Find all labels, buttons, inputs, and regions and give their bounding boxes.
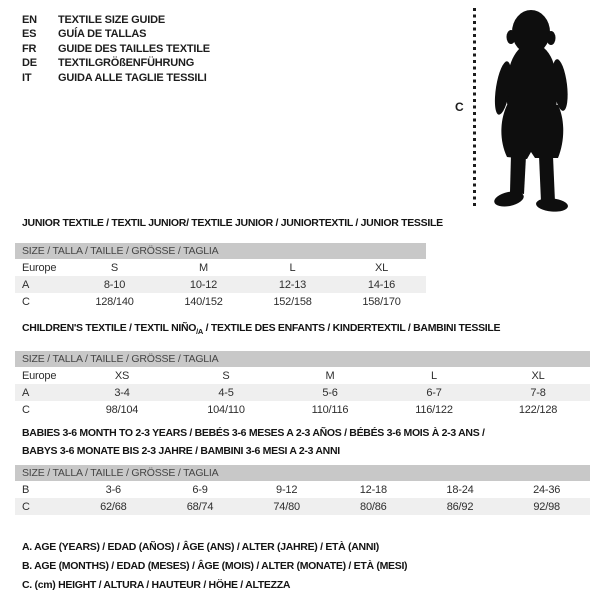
row-label: C bbox=[22, 295, 30, 308]
cell: 98/104 bbox=[105, 403, 139, 416]
lang-code: DE bbox=[22, 57, 37, 70]
cell: 92/98 bbox=[533, 500, 560, 513]
row-label: B bbox=[22, 483, 30, 496]
row-label: Europe bbox=[22, 261, 57, 274]
lang-text: GUÍA DE TALLAS bbox=[58, 28, 147, 41]
cell: L bbox=[431, 369, 437, 382]
cell: 8-10 bbox=[103, 278, 126, 291]
cell: 24-36 bbox=[533, 483, 561, 496]
cell: XL bbox=[374, 261, 389, 274]
cell: 4-5 bbox=[218, 386, 234, 399]
cell: S bbox=[110, 261, 119, 274]
cell: 104/110 bbox=[207, 403, 245, 416]
junior-table-title: JUNIOR TEXTILE / TEXTIL JUNIOR/ TEXTILE JUNIOR / JUNIORTEXTIL / JUNIOR TESSILE bbox=[22, 217, 443, 229]
cell: 128/140 bbox=[95, 295, 134, 308]
lang-code: IT bbox=[22, 71, 32, 84]
cell: 116/122 bbox=[415, 403, 453, 416]
footnote-b: B. AGE (MONTHS) / EDAD (MESES) / ÂGE (MOIS) / ALTER (MONATE) / ETÀ (MESI) bbox=[22, 560, 408, 573]
junior-table bbox=[15, 243, 426, 310]
cell: 12-13 bbox=[278, 278, 307, 291]
cell: L bbox=[289, 261, 296, 274]
row-label: Europe bbox=[22, 369, 57, 382]
footnote-c: C. (cm) HEIGHT / ALTURA / HAUTEUR / HÖHE / ALTEZZA bbox=[22, 579, 291, 592]
cell: 158/170 bbox=[362, 295, 401, 308]
cell: 152/158 bbox=[273, 295, 312, 308]
cell: 14-16 bbox=[367, 278, 396, 291]
height-dashed-line bbox=[473, 8, 476, 206]
height-measure-label: C bbox=[455, 100, 464, 114]
lang-code: EN bbox=[22, 14, 37, 26]
cell: 140/152 bbox=[184, 295, 223, 308]
cell: XS bbox=[114, 369, 130, 382]
cell: 5-6 bbox=[322, 386, 338, 399]
cell: 7-8 bbox=[530, 386, 546, 399]
lang-code: ES bbox=[22, 28, 37, 41]
footnote-a: A. AGE (YEARS) / EDAD (AÑOS) / ÂGE (ANS) / ALTER (JAHRE) / ETÀ (ANNI) bbox=[22, 541, 379, 553]
title-subscript: /A bbox=[196, 327, 204, 337]
cell: 122/128 bbox=[518, 403, 558, 416]
cell: 9-12 bbox=[276, 483, 298, 496]
cell: XL bbox=[531, 369, 545, 382]
cell: 10-12 bbox=[189, 278, 218, 291]
cell: M bbox=[325, 369, 335, 382]
lang-code: FR bbox=[22, 42, 37, 55]
table-row bbox=[15, 259, 426, 276]
cell: M bbox=[199, 261, 208, 274]
cell: 3-6 bbox=[105, 483, 121, 496]
table-row bbox=[15, 401, 590, 418]
cell: 74/80 bbox=[273, 500, 300, 513]
lang-row-it bbox=[22, 71, 210, 85]
row-label: C bbox=[22, 403, 30, 416]
cell: S bbox=[222, 369, 230, 382]
cell: 62/68 bbox=[100, 500, 127, 513]
table-row bbox=[15, 384, 590, 401]
footnotes bbox=[22, 538, 407, 596]
table-row bbox=[15, 498, 590, 515]
title-text: / TEXTILE DES ENFANTS / KINDERTEXTIL / BAMBINI TESSILE bbox=[203, 322, 501, 334]
cell: 68/74 bbox=[186, 500, 214, 513]
title-line-1: BABIES 3-6 MONTH TO 2-3 YEARS / BEBÉS 3-6 MESES A 2-3 AÑOS / BÉBÉS 3-6 MOIS À 2-3 ANS / bbox=[22, 427, 485, 439]
babies-table bbox=[15, 465, 590, 515]
lang-row-de bbox=[22, 56, 210, 70]
row-label: C bbox=[22, 500, 30, 513]
cell: 3-4 bbox=[114, 386, 130, 399]
cell: 80/86 bbox=[360, 500, 387, 513]
size-header-bar: SIZE / TALLA / TAILLE / GRÖSSE / TAGLIA bbox=[15, 351, 590, 367]
height-figure bbox=[440, 0, 600, 215]
lang-text: TEXTILGRÖßENFÜHRUNG bbox=[58, 57, 195, 70]
baby-silhouette-icon bbox=[482, 6, 582, 212]
size-header-bar: SIZE / TALLA / TAILLE / GRÖSSE / TAGLIA bbox=[15, 243, 426, 259]
table-row bbox=[15, 276, 426, 293]
cell: 6-7 bbox=[426, 386, 442, 399]
row-label: A bbox=[22, 278, 30, 291]
lang-text: GUIDA ALLE TAGLIE TESSILI bbox=[58, 71, 207, 84]
size-header-bar: SIZE / TALLA / TAILLE / GRÖSSE / TAGLIA bbox=[15, 465, 590, 481]
children-table bbox=[15, 351, 590, 418]
lang-row-fr bbox=[22, 42, 210, 56]
cell: 18-24 bbox=[446, 483, 474, 496]
row-label: A bbox=[22, 386, 30, 399]
table-row bbox=[15, 367, 590, 384]
cell: 6-9 bbox=[192, 483, 208, 496]
table-row bbox=[15, 293, 426, 310]
lang-text: TEXTILE SIZE GUIDE bbox=[58, 14, 166, 26]
cell: 110/116 bbox=[311, 403, 349, 416]
cell: 86/92 bbox=[446, 500, 474, 513]
cell: 12-18 bbox=[359, 483, 387, 496]
title-line-2: BABYS 3-6 MONATE BIS 2-3 JAHRE / BAMBINI 3-6 MESI A 2-3 ANNI bbox=[22, 445, 340, 457]
lang-row-en bbox=[22, 13, 210, 27]
language-list bbox=[22, 13, 210, 85]
table-row bbox=[15, 481, 590, 498]
children-table-title bbox=[22, 319, 500, 341]
title-text: CHILDREN'S TEXTILE / TEXTIL NIÑO bbox=[22, 322, 197, 334]
lang-text: GUIDE DES TAILLES TEXTILE bbox=[58, 42, 210, 55]
babies-table-title bbox=[22, 424, 485, 460]
lang-row-es bbox=[22, 27, 210, 41]
